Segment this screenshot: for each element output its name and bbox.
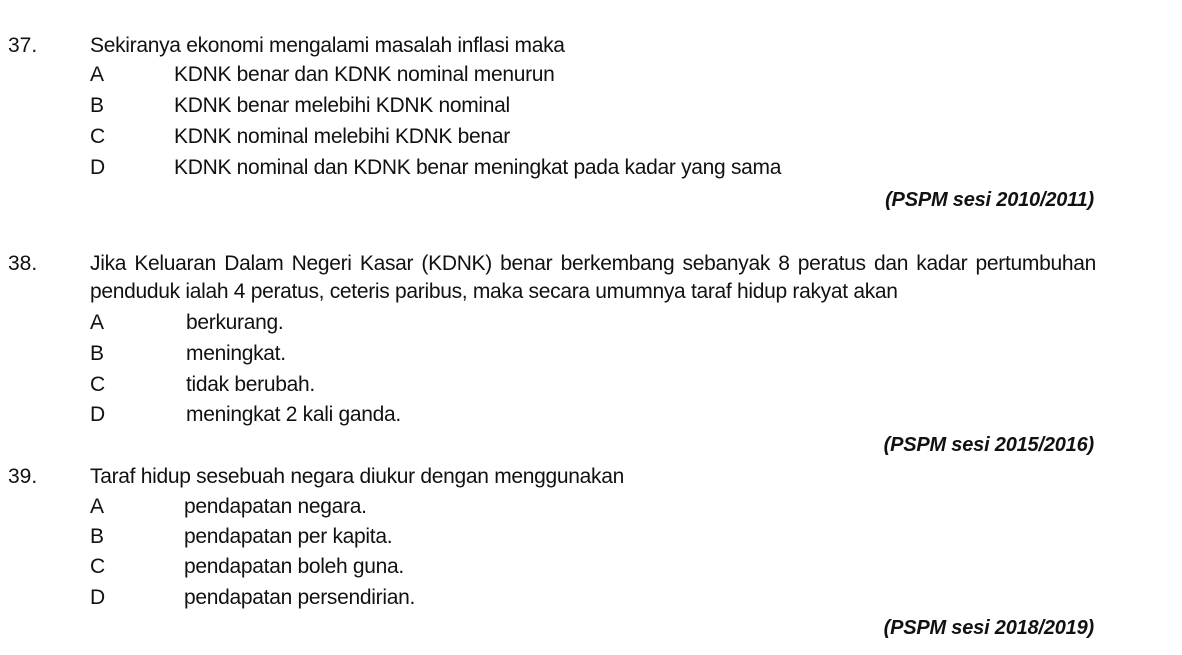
option-letter: C <box>90 373 106 396</box>
option-text: pendapatan boleh guna. <box>184 555 404 578</box>
option-text: berkurang. <box>186 311 284 334</box>
option-letter: D <box>90 586 106 609</box>
question-text: Sekiranya ekonomi mengalami masalah inflasi maka <box>90 34 565 57</box>
option-text: tidak berubah. <box>186 373 315 396</box>
question-source: (PSPM sesi 2015/2016) <box>883 434 1094 456</box>
option-text: pendapatan persendirian. <box>184 586 415 609</box>
option-text: KDNK nominal dan KDNK benar meningkat pada kadar yang sama <box>174 156 782 179</box>
question-text: Jika Keluaran Dalam Negeri Kasar (KDNK) benar berkembang sebanyak 8 peratus dan kadar pertumbuhan penduduk ialah 4 peratus, ceteris paribus, maka secara umumnya taraf hidup rakyat akan <box>90 252 1096 303</box>
option-text: KDNK benar melebihi KDNK nominal <box>174 94 510 117</box>
question-text: Taraf hidup sesebuah negara diukur dengan menggunakan <box>90 465 625 488</box>
option-letter: C <box>90 555 106 578</box>
option-letter: A <box>90 311 105 334</box>
option-text: KDNK benar dan KDNK nominal menurun <box>174 63 555 86</box>
option-text: pendapatan per kapita. <box>184 525 393 548</box>
option-text: KDNK nominal melebihi KDNK benar <box>174 125 510 148</box>
option-text: meningkat 2 kali ganda. <box>186 403 401 426</box>
option-letter: D <box>90 156 106 179</box>
option-letter: D <box>90 403 106 426</box>
question-number: 39. <box>8 465 38 488</box>
question-number: 37. <box>8 34 38 57</box>
option-letter: C <box>90 125 106 148</box>
option-text: meningkat. <box>186 342 286 365</box>
option-letter: B <box>90 525 105 548</box>
option-letter: A <box>90 495 105 518</box>
option-letter: B <box>90 342 105 365</box>
question-source: (PSPM sesi 2018/2019) <box>883 617 1094 639</box>
question-number: 38. <box>8 252 38 275</box>
option-letter: A <box>90 63 105 86</box>
question-source: (PSPM sesi 2010/2011) <box>885 189 1094 211</box>
option-letter: B <box>90 94 105 117</box>
option-text: pendapatan negara. <box>184 495 367 518</box>
